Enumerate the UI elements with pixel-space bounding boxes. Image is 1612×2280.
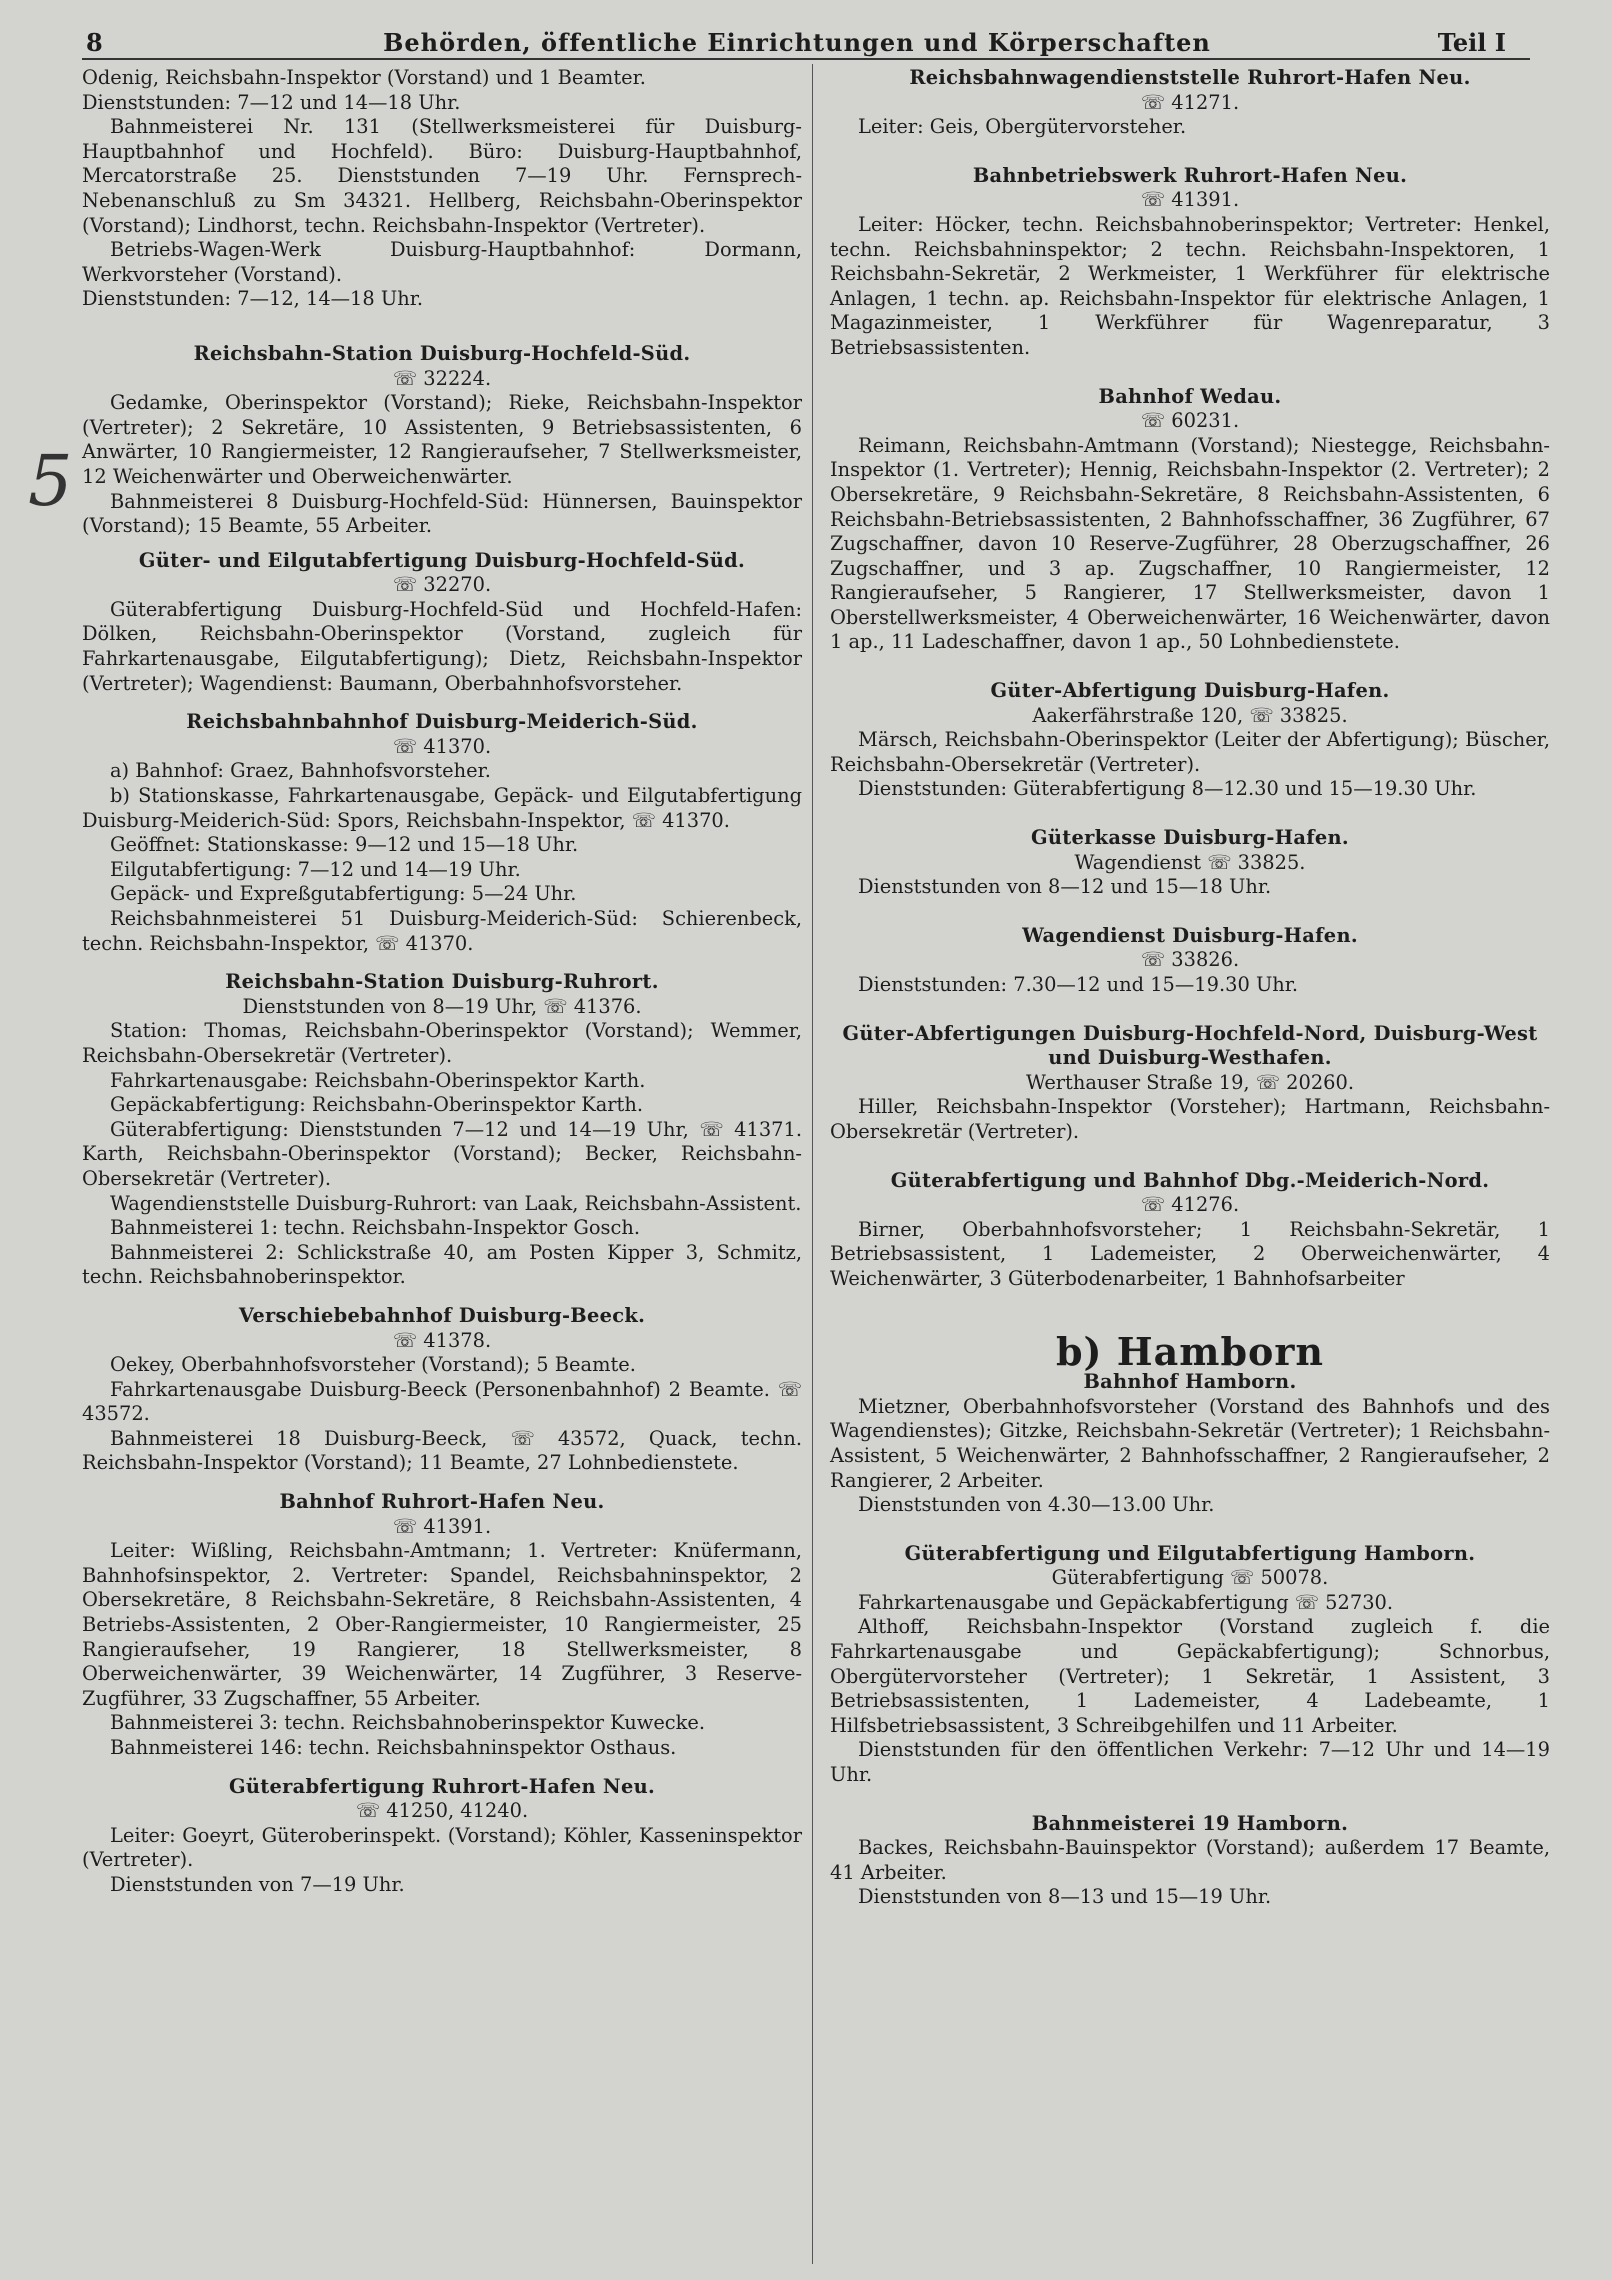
section-title: Güterkasse Duisburg-Hafen.: [1031, 826, 1349, 850]
section-title: Güter-Abfertigung Duisburg-Hafen.: [990, 679, 1390, 703]
paragraph: Hiller, Reichsbahn-Inspektor (Vorsteher); Hartmann, Reichsbahn-Obersekretär (Vertreter).: [830, 1095, 1550, 1143]
section-title: Reichsbahn-Station Duisburg-Ruhrort.: [225, 970, 659, 994]
section-subtitle: ☏ 32224.: [392, 366, 492, 390]
page-number: 8: [86, 28, 103, 57]
paragraph: Eilgutabfertigung: 7—12 und 14—19 Uhr.: [110, 857, 521, 881]
section-title: Bahnhof Ruhrort-Hafen Neu.: [279, 1490, 605, 1514]
paragraph: Fahrkartenausgabe: Reichsbahn-Oberinspektor Karth.: [110, 1068, 646, 1092]
paragraph: Güterabfertigung: Dienststunden 7—12 und 14—19 Uhr, ☏ 41371. Karth, Reichsbahn-Oberinspektor (Vorstand); Becker, Reichsbahn-Obersekretär (Vertreter).: [82, 1117, 802, 1190]
section: [82, 66, 802, 312]
paragraph: Geöffnet: Stationskasse: 9—12 und 15—18 Uhr.: [110, 833, 579, 857]
section-subtitle: ☏ 33826.: [1140, 948, 1240, 972]
section-title: Güterabfertigung Ruhrort-Hafen Neu.: [228, 1774, 656, 1798]
section: [82, 1490, 802, 1761]
paragraph: Bahnmeisterei 2: Schlickstraße 40, am Posten Kipper 3, Schmitz, techn. Reichsbahnoberinspektor.: [82, 1240, 802, 1289]
paragraph: Gepäck- und Expreßgutabfertigung: 5—24 Uhr.: [110, 882, 577, 906]
left-column: [82, 66, 802, 1898]
paragraph: Dienststunden: Güterabfertigung 8—12.30 und 15—19.30 Uhr.: [858, 777, 1477, 801]
paragraph: Dienststunden: 7—12, 14—18 Uhr.: [82, 287, 424, 311]
paragraph: Leiter: Höcker, techn. Reichsbahnoberinspektor; Vertreter: Henkel, techn. Reichsbahninspektor; 2 techn. Reichsbahn-Inspektoren, 1 Reichsbahn-Sekretär, 2 Werkmeister, 1 Werkführer für elektrische Anlagen, 1 techn. ap. Reichsbahn-Inspektor für elektrische Anlagen, 1 Magazinmeister, 1 Werkführer für Wagenreparatur, 3 Betriebsassistenten.: [830, 212, 1550, 359]
hamborn-sections: [830, 1370, 1550, 1910]
paragraph: Dienststunden: 7—12 und 14—18 Uhr.: [82, 90, 461, 114]
section-subtitle: Güterabfertigung ☏ 50078.: [1051, 1566, 1329, 1590]
paragraph: Oekey, Oberbahnhofsvorsteher (Vorstand); 5 Beamte.: [110, 1353, 636, 1377]
handwritten-margin-mark: 5: [28, 440, 73, 522]
paragraph: Dienststunden von 8—13 und 15—19 Uhr.: [858, 1885, 1272, 1909]
section: [830, 1022, 1550, 1145]
paragraph: Leiter: Geis, Obergütervorsteher.: [858, 115, 1187, 139]
paragraph: Betriebs-Wagen-Werk Duisburg-Hauptbahnhof: Dormann, Werkvorsteher (Vorstand).: [82, 238, 802, 286]
paragraph: Bahnmeisterei Nr. 131 (Stellwerksmeisterei für Duisburg-Hauptbahnhof und Hochfeld). Büro: Duisburg-Hauptbahnhof, Mercatorstraße 25. Dienststunden 7—19 Uhr. Fernsprech-Nebenanschluß zu Sm 34321. Hellberg, Reichsbahn-Oberinspektor (Vorstand); Lindhorst, techn. Reichsbahn-Inspektor (Vertreter).: [82, 115, 802, 237]
section-title: Verschiebebahnhof Duisburg-Beeck.: [238, 1303, 646, 1327]
section-title: Reichsbahnwagendienststelle Ruhrort-Hafen Neu.: [909, 66, 1471, 89]
paragraph: Leiter: Goeyrt, Güteroberinspekt. (Vorstand); Köhler, Kasseninspektor (Vertreter).: [82, 1823, 802, 1872]
section: [830, 66, 1550, 140]
paragraph: Bahnmeisterei 1: techn. Reichsbahn-Inspektor Gosch.: [110, 1216, 640, 1240]
paragraph: Mietzner, Oberbahnhofsvorsteher (Vorstand des Bahnhofs und des Wagendienstes); Gitzke, Reichsbahn-Sekretär (Vertreter); 1 Reichsbahn-Assistent, 5 Weichenwärter, 2 Bahnhofsschaffner, 2 Rangieraufseher, 2 Rangierer, 2 Arbeiter.: [830, 1394, 1550, 1492]
section-subtitle: Dienststunden von 8—19 Uhr, ☏ 41376.: [242, 994, 642, 1018]
page-part: Teil I: [1437, 28, 1506, 57]
section-title: Wagendienst Duisburg-Hafen.: [1022, 923, 1358, 947]
paragraph: Fahrkartenausgabe Duisburg-Beeck (Personenbahnhof) 2 Beamte. ☏ 43572.: [82, 1377, 802, 1426]
section-subtitle: Aakerfährstraße 120, ☏ 33825.: [1032, 703, 1348, 727]
paragraph: Althoff, Reichsbahn-Inspektor (Vorstand zugleich f. die Fahrkartenausgabe und Gepäckabfertigung); Schnorbus, Obergütervorsteher (Vertreter); 1 Sekretär, 1 Assistent, 3 Betriebsassistenten, 1 Lademeister, 4 Ladebeamte, 1 Hilfsbetriebsassistent, 3 Schreibgehilfen und 11 Arbeiter.: [830, 1615, 1550, 1737]
paragraph: Dienststunden: 7.30—12 und 15—19.30 Uhr.: [858, 973, 1299, 996]
paragraph: Bahnmeisterei 3: techn. Reichsbahnoberinspektor Kuwecke.: [110, 1711, 706, 1735]
hamborn-heading: b) Hamborn: [1055, 1328, 1325, 1374]
paragraph: Bahnmeisterei 146: techn. Reichsbahninspektor Osthaus.: [110, 1736, 677, 1759]
section: [830, 1542, 1550, 1788]
section: [82, 1775, 802, 1898]
paragraph: Reichsbahnmeisterei 51 Duisburg-Meiderich-Süd: Schierenbeck, techn. Reichsbahn-Inspektor, ☏ 41370.: [82, 907, 802, 955]
section: [830, 164, 1550, 361]
section-title: Bahnbetriebswerk Ruhrort-Hafen Neu.: [972, 163, 1408, 187]
section: [82, 342, 802, 539]
right-column: [830, 66, 1550, 1910]
paragraph: Märsch, Reichsbahn-Oberinspektor (Leiter der Abfertigung); Büscher, Reichsbahn-Obersekretär (Vertreter).: [830, 728, 1550, 776]
paragraph: Birner, Oberbahnhofsvorsteher; 1 Reichsbahn-Sekretär, 1 Betriebsassistent, 1 Lademeister, 2 Oberweichenwärter, 4 Weichenwärter, 3 Güterbodenarbeiter, 1 Bahnhofsarbeiter: [830, 1217, 1550, 1290]
page-header: [82, 24, 1512, 58]
section-subtitle: ☏ 41391.: [392, 1514, 492, 1538]
section: [82, 1304, 802, 1476]
section: [830, 826, 1550, 900]
section-subtitle: ☏ 41271.: [1140, 90, 1240, 114]
paragraph: Bahnmeisterei 18 Duisburg-Beeck, ☏ 43572, Quack, techn. Reichsbahn-Inspektor (Vorstand); 11 Beamte, 27 Lohnbedienstete.: [82, 1426, 802, 1475]
section: [82, 710, 802, 956]
section-title: Güterabfertigung und Eilgutabfertigung Hamborn.: [904, 1541, 1476, 1565]
paragraph: Fahrkartenausgabe und Gepäckabfertigung ☏ 52730.: [858, 1590, 1394, 1614]
section-title: Bahnhof Wedau.: [1098, 384, 1282, 408]
section-title: Reichsbahn-Station Duisburg-Hochfeld-Süd.: [193, 341, 691, 365]
page-title: Behörden, öffentliche Einrichtungen und Körperschaften: [383, 28, 1211, 57]
section-subtitle: ☏ 32270.: [392, 573, 492, 597]
paragraph: Gepäckabfertigung: Reichsbahn-Oberinspektor Karth.: [110, 1093, 644, 1117]
section: [830, 385, 1550, 656]
section-subtitle: ☏ 41391.: [1140, 188, 1240, 212]
paragraph: Leiter: Wißling, Reichsbahn-Amtmann; 1. Vertreter: Knüfermann, Bahnhofsinspektor, 2. Vertreter: Spandel, Reichsbahninspektor, 2 Obersekretäre, 8 Reichsbahn-Sekretäre, 8 Reichsbahn-Assistenten, 4 Betriebs-Assistenten, 2 Ober-Rangiermeister, 10 Rangiermeister, 25 Rangieraufseher, 19 Rangierer, 18 Stellwerksmeister, 8 Oberweichenwärter, 39 Weichenwärter, 14 Zugführer, 3 Reserve-Zugführer, 33 Zugschaffner, 55 Arbeiter.: [82, 1539, 802, 1710]
section-subtitle: ☏ 41250, 41240.: [355, 1799, 529, 1823]
paragraph: b) Stationskasse, Fahrkartenausgabe, Gepäck- und Eilgutabfertigung Duisburg-Meiderich-Süd: Spors, Reichsbahn-Inspektor, ☏ 41370.: [82, 784, 802, 832]
paragraph: Backes, Reichsbahn-Bauinspektor (Vorstand); außerdem 17 Beamte, 41 Arbeiter.: [830, 1836, 1550, 1884]
section: [82, 549, 802, 697]
paragraph: Güterabfertigung Duisburg-Hochfeld-Süd und Hochfeld-Hafen: Dölken, Reichsbahn-Oberinspektor (Vorstand, zugleich für Fahrkartenausgabe, Eilgutabfertigung); Dietz, Reichsbahn-Inspektor (Vertreter); Wagendienst: Baumann, Oberbahnhofsvorsteher.: [82, 597, 802, 695]
section-title: Reichsbahnbahnhof Duisburg-Meiderich-Süd.: [186, 710, 698, 734]
paragraph: a) Bahnhof: Graez, Bahnhofsvorsteher.: [110, 759, 491, 783]
section: [82, 970, 802, 1290]
section-subtitle: Werthauser Straße 19, ☏ 20260.: [1025, 1070, 1355, 1094]
section: [830, 1812, 1550, 1910]
section-subtitle: ☏ 41276.: [1140, 1193, 1240, 1217]
column-divider: [812, 64, 813, 2264]
section-title: Güterabfertigung und Bahnhof Dbg.-Meiderich-Nord.: [890, 1168, 1490, 1192]
section-subtitle: ☏ 41378.: [392, 1328, 492, 1352]
right-column-sections: [830, 66, 1550, 1292]
section: [830, 679, 1550, 802]
section: [830, 924, 1550, 998]
paragraph: Bahnmeisterei 8 Duisburg-Hochfeld-Süd: Hünnersen, Bauinspektor (Vorstand); 15 Beamte, 55 Arbeiter.: [82, 489, 802, 538]
paragraph: Gedamke, Oberinspektor (Vorstand); Rieke, Reichsbahn-Inspektor (Vertreter); 2 Sekretäre, 10 Assistenten, 9 Betriebsassistenten, 6 Anwärter, 10 Rangiermeister, 12 Rangieraufseher, 7 Stellwerksmeister, 12 Weichenwärter und Oberweichenwärter.: [82, 391, 802, 488]
section-subtitle: Wagendienst ☏ 33825.: [1074, 850, 1306, 874]
section: [830, 1370, 1550, 1518]
paragraph: Reimann, Reichsbahn-Amtmann (Vorstand); Niestegge, Reichsbahn-Inspektor (1. Vertreter); Hennig, Reichsbahn-Inspektor (2. Vertreter); 2 Obersekretäre, 9 Reichsbahn-Sekretäre, 8 Reichsbahn-Assistenten, 6 Reichsbahn-Betriebsassistenten, 2 Bahnhofsschaffner, 36 Zugführer, 67 Zugschaffner, davon 10 Reserve-Zugführer, 28 Oberzugschaffner, 26 Zugschaffner, und 3 ap. Zugschaffner, 10 Rangiermeister, 12 Rangieraufseher, 5 Rangierer, 17 Stellwerksmeister, davon 1 Oberstellwerksmeister, 4 Oberweichenwärter, 16 Weichenwärter, davon 1 ap., 11 Ladeschaffner, davon 1 ap., 50 Lohnbedienstete.: [830, 433, 1550, 654]
section-title: Güter- und Eilgutabfertigung Duisburg-Hochfeld-Süd.: [138, 548, 746, 572]
header-rule: [82, 58, 1530, 60]
paragraph: Dienststunden von 7—19 Uhr.: [110, 1872, 405, 1896]
paragraph: Dienststunden für den öffentlichen Verkehr: 7—12 Uhr und 14—19 Uhr.: [830, 1738, 1550, 1787]
paragraph: Odenig, Reichsbahn-Inspektor (Vorstand) und 1 Beamter.: [82, 66, 646, 89]
section-subtitle: ☏ 41370.: [392, 734, 492, 758]
section-title: Bahnhof Hamborn.: [1083, 1370, 1297, 1394]
paragraph: Dienststunden von 4.30—13.00 Uhr.: [858, 1493, 1215, 1517]
section-subtitle: ☏ 60231.: [1140, 409, 1240, 433]
paragraph: Wagendienststelle Duisburg-Ruhrort: van Laak, Reichsbahn-Assistent.: [110, 1191, 802, 1215]
paragraph: Dienststunden von 8—12 und 15—18 Uhr.: [858, 875, 1272, 899]
section: [830, 1169, 1550, 1292]
section-title: Güter-Abfertigungen Duisburg-Hochfeld-Nord, Duisburg-West und Duisburg-Westhafen.: [842, 1021, 1538, 1070]
paragraph: Station: Thomas, Reichsbahn-Oberinspektor (Vorstand); Wemmer, Reichsbahn-Obersekretär (Vertreter).: [82, 1019, 802, 1067]
section-title: Bahnmeisterei 19 Hamborn.: [1031, 1811, 1349, 1835]
